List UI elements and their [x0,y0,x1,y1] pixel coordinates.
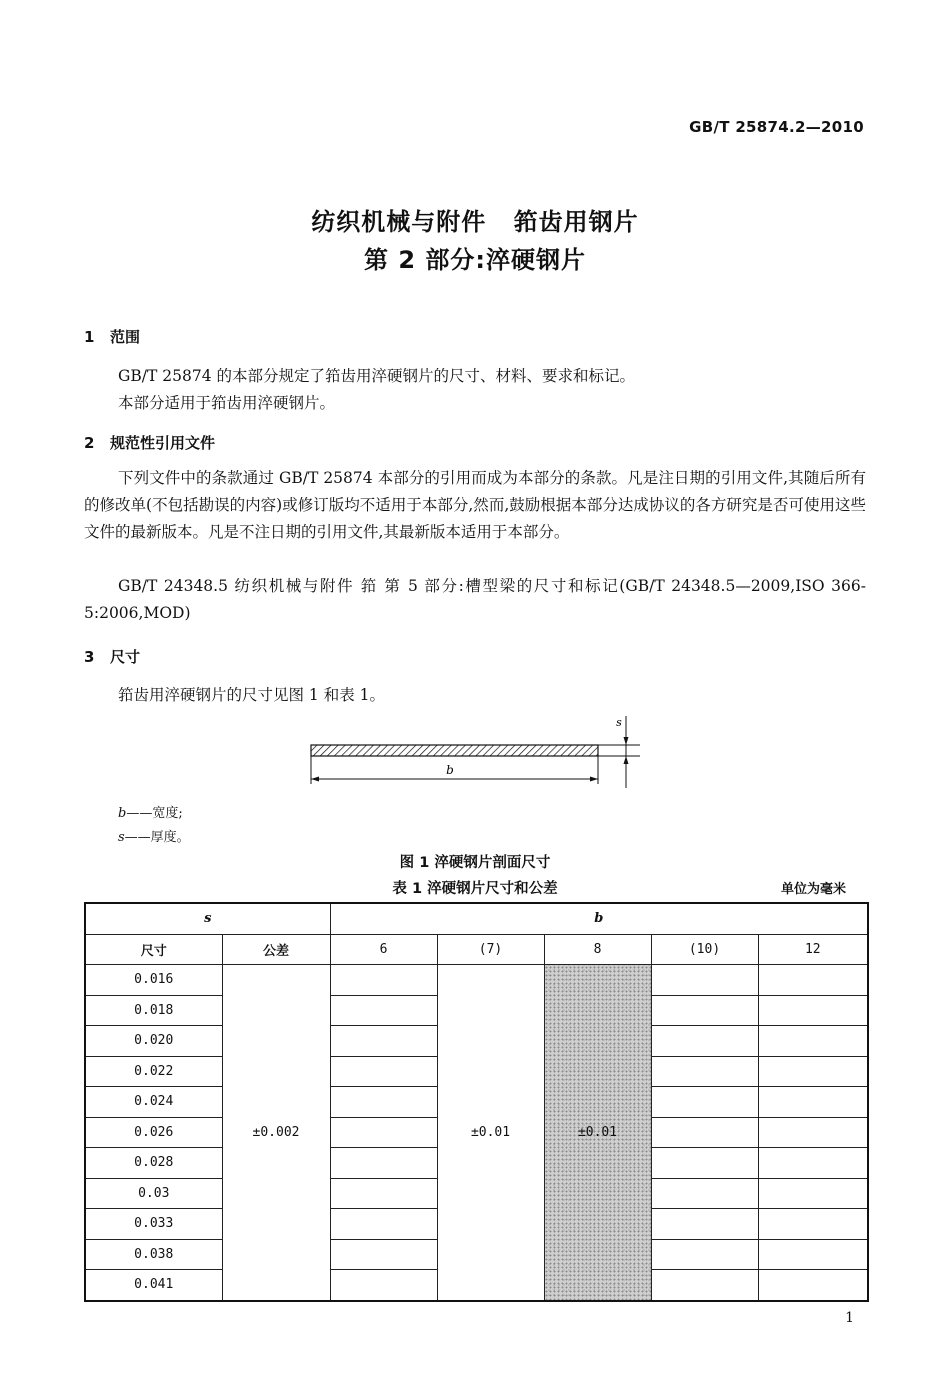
empty-cell [330,995,437,1026]
section-2-paragraph-1: 下列文件中的条款通过 GB/T 25874 本部分的引用而成为本部分的条款。凡是注日期的引用文件,其随后所有的修改单(不包括勘误的内容)或修订版均不适用于本部分,然而,鼓励根据本部分达成协议的各方研究是否可使用这些文件的最新版本。凡是不注日期的引用文件,其最新版本适用于本部分。 [84,469,866,541]
section-3-paragraph-1: 筘齿用淬硬钢片的尺寸见图 1 和表 1。 [118,686,386,704]
column-header-b: 6 [330,934,437,965]
empty-cell [651,1209,758,1240]
table-caption: 表 1 淬硬钢片尺寸和公差 [392,881,558,897]
empty-cell [758,1056,868,1087]
empty-cell [651,1148,758,1179]
section-1-paragraph-2: 本部分适用于筘齿用淬硬钢片。 [118,394,336,412]
empty-cell [330,1148,437,1179]
empty-cell [651,1117,758,1148]
empty-cell [651,1056,758,1087]
size-cell: 0.033 [85,1209,222,1240]
column-header-b: 12 [758,934,868,965]
empty-cell [330,965,437,996]
empty-cell [758,1270,868,1301]
cross-section-figure [300,712,650,792]
empty-cell [330,1239,437,1270]
document-code: GB/T 25874.2—2010 [689,118,864,136]
empty-cell [758,1026,868,1057]
table-row [85,965,868,996]
width-label: b [446,763,454,777]
size-cell: 0.016 [85,965,222,996]
legend-symbol: b [118,806,127,821]
size-cell: 0.041 [85,1270,222,1301]
empty-cell [758,1117,868,1148]
group-header-b: b [330,903,868,934]
b7-tolerance-cell: ±0.01 [437,965,544,1301]
section-number: 3 [84,648,95,666]
group-header-s: s [85,903,330,934]
size-cell: 0.022 [85,1056,222,1087]
empty-cell [651,995,758,1026]
table-column-header-row [85,934,868,965]
section-1-heading [84,326,140,347]
section-title: 规范性引用文件 [110,434,216,452]
section-number: 1 [84,328,95,346]
b8-tolerance-cell: ±0.01 [544,965,651,1301]
column-header-b: (10) [651,934,758,965]
empty-cell [330,1056,437,1087]
document-title: 纺织机械与附件 筘齿用钢片 [311,208,639,236]
empty-cell [330,1117,437,1148]
document-subtitle: 第 2 部分:淬硬钢片 [363,246,586,274]
thickness-label: s [616,716,622,729]
empty-cell [651,965,758,996]
empty-cell [651,1270,758,1301]
s-tolerance-cell: ±0.002 [222,965,330,1301]
section-3-heading [84,646,140,667]
size-cell: 0.026 [85,1117,222,1148]
empty-cell [651,1239,758,1270]
size-cell: 0.038 [85,1239,222,1270]
empty-cell [758,965,868,996]
empty-cell [758,1178,868,1209]
column-header-size: 尺寸 [85,934,222,965]
empty-cell [651,1026,758,1057]
legend-text: ——厚度。 [124,830,190,845]
table-unit: 单位为毫米 [780,882,846,897]
section-number: 2 [84,434,95,452]
empty-cell [758,1148,868,1179]
empty-cell [330,1026,437,1057]
size-cell: 0.03 [85,1178,222,1209]
empty-cell [758,995,868,1026]
section-2-paragraph-2: GB/T 24348.5 纺织机械与附件 筘 第 5 部分:槽型梁的尺寸和标记(GB/T 24348.5—2009,ISO 366-5:2006,MOD) [84,577,866,622]
empty-cell [330,1087,437,1118]
dimension-table [84,902,869,1302]
section-1-paragraph-1: GB/T 25874 的本部分规定了筘齿用淬硬钢片的尺寸、材料、要求和标记。 [118,367,635,385]
legend-item-b [118,802,183,821]
page-number: 1 [845,1310,854,1326]
empty-cell [651,1178,758,1209]
table-group-header-row [85,903,868,934]
column-header-tolerance: 公差 [222,934,330,965]
size-cell: 0.020 [85,1026,222,1057]
size-cell: 0.028 [85,1148,222,1179]
empty-cell [651,1087,758,1118]
column-header-b: 8 [544,934,651,965]
legend-text: ——宽度; [126,806,183,821]
empty-cell [330,1209,437,1240]
size-cell: 0.018 [85,995,222,1026]
section-title: 范围 [110,328,141,346]
empty-cell [758,1209,868,1240]
column-header-b: (7) [437,934,544,965]
legend-item-s [118,826,190,845]
empty-cell [330,1178,437,1209]
steel-strip-section [311,745,598,756]
empty-cell [758,1087,868,1118]
section-title: 尺寸 [110,648,141,666]
empty-cell [330,1270,437,1301]
legend-symbol: s [118,830,125,845]
figure-caption: 图 1 淬硬钢片剖面尺寸 [399,855,551,871]
size-cell: 0.024 [85,1087,222,1118]
section-2-heading [84,432,215,453]
empty-cell [758,1239,868,1270]
